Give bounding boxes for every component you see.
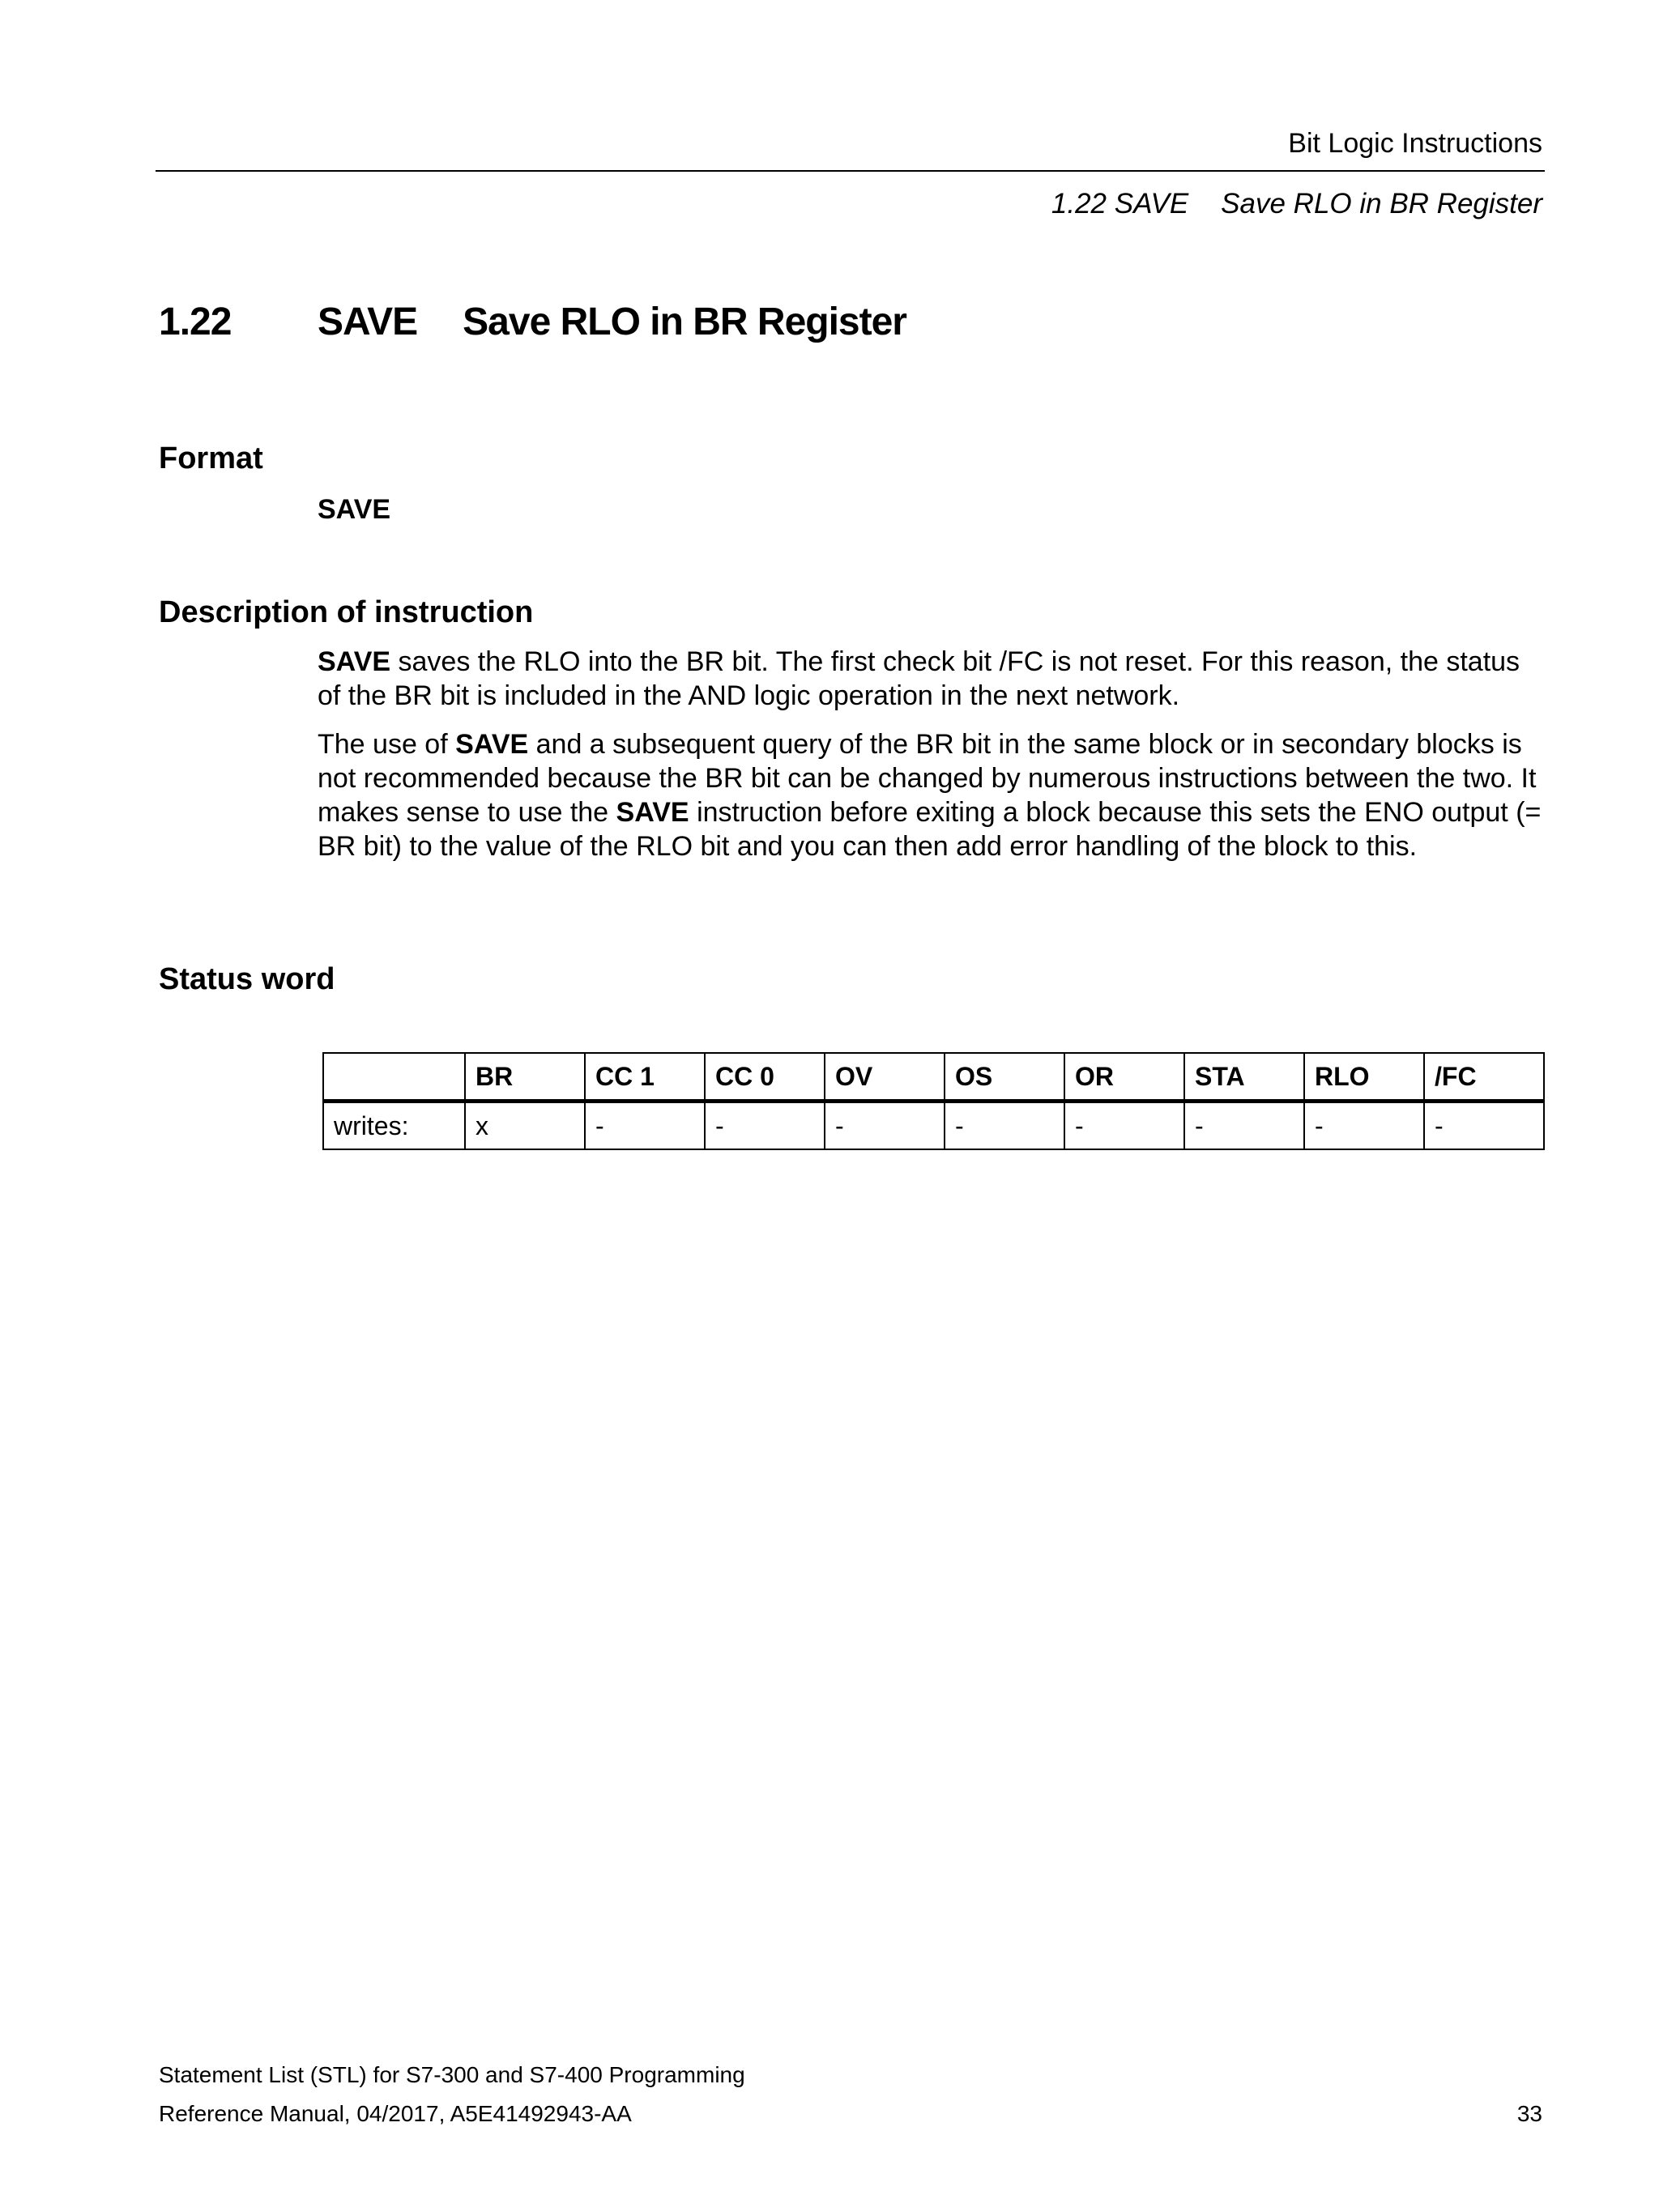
description-p2-text-b: and a subsequent query of the BR bit in the same block or in secondary blocks is not recommended because the BR bit can be changed by numerous instructions between the two. It makes sense to use the xyxy=(318,729,1537,828)
cell-sta: - xyxy=(1184,1102,1304,1150)
cell-rlo: - xyxy=(1304,1102,1424,1150)
header-cell-rlo: RLO xyxy=(1304,1053,1424,1102)
header-rule xyxy=(156,170,1545,172)
description-paragraph-1 xyxy=(318,645,1549,713)
status-word-table xyxy=(322,1052,1545,1150)
running-header-section-number: 1.22 SAVE xyxy=(1051,188,1189,219)
cell-ov: - xyxy=(825,1102,945,1150)
running-header-section xyxy=(1051,188,1542,220)
description-paragraph-2 xyxy=(318,727,1549,863)
header-cell-empty xyxy=(323,1053,465,1102)
cell-fc: - xyxy=(1424,1102,1544,1150)
footer-manual-info: Reference Manual, 04/2017, A5E41492943-AA xyxy=(159,2101,632,2126)
row-label-writes: writes: xyxy=(323,1102,465,1150)
cell-or: - xyxy=(1064,1102,1184,1150)
format-heading: Format xyxy=(159,441,263,475)
page-number: 33 xyxy=(1516,2101,1542,2126)
header-cell-fc: /FC xyxy=(1424,1053,1544,1102)
cell-os: - xyxy=(945,1102,1064,1150)
header-cell-os: OS xyxy=(945,1053,1064,1102)
status-word-heading: Status word xyxy=(159,962,335,996)
section-mnemonic: SAVE xyxy=(318,300,418,343)
keyword-save: SAVE xyxy=(318,646,391,677)
header-cell-cc0: CC 0 xyxy=(705,1053,825,1102)
section-number: 1.22 xyxy=(159,300,232,343)
cell-cc1: - xyxy=(585,1102,705,1150)
description-p2-text-c: instruction before exiting a block because this sets the ENO output (= BR bit) to the value of the RLO bit and you can then add error handling of the block to this. xyxy=(318,797,1542,862)
description-p1-text: saves the RLO into the BR bit. The first check bit /FC is not reset. For this reason, the status of the BR bit is included in the AND logic operation in the next network. xyxy=(318,646,1520,711)
section-heading xyxy=(159,300,906,344)
description-p2-text-a: The use of xyxy=(318,729,456,760)
header-cell-cc1: CC 1 xyxy=(585,1053,705,1102)
description-heading: Description of instruction xyxy=(159,595,534,629)
keyword-save: SAVE xyxy=(455,729,529,760)
description-body xyxy=(318,645,1549,878)
running-header-chapter: Bit Logic Instructions xyxy=(1288,128,1542,159)
format-code: SAVE xyxy=(318,494,391,525)
status-word-header-row xyxy=(323,1053,1544,1102)
header-cell-or: OR xyxy=(1064,1053,1184,1102)
keyword-save: SAVE xyxy=(616,797,689,828)
footer-document-title: Statement List (STL) for S7-300 and S7-400 Programming xyxy=(159,2062,745,2087)
section-title: Save RLO in BR Register xyxy=(463,300,906,343)
header-cell-sta: STA xyxy=(1184,1053,1304,1102)
cell-cc0: - xyxy=(705,1102,825,1150)
running-header-section-title: Save RLO in BR Register xyxy=(1221,188,1542,219)
cell-br: x xyxy=(465,1102,585,1150)
table-row xyxy=(323,1102,1544,1150)
header-cell-br: BR xyxy=(465,1053,585,1102)
header-cell-ov: OV xyxy=(825,1053,945,1102)
